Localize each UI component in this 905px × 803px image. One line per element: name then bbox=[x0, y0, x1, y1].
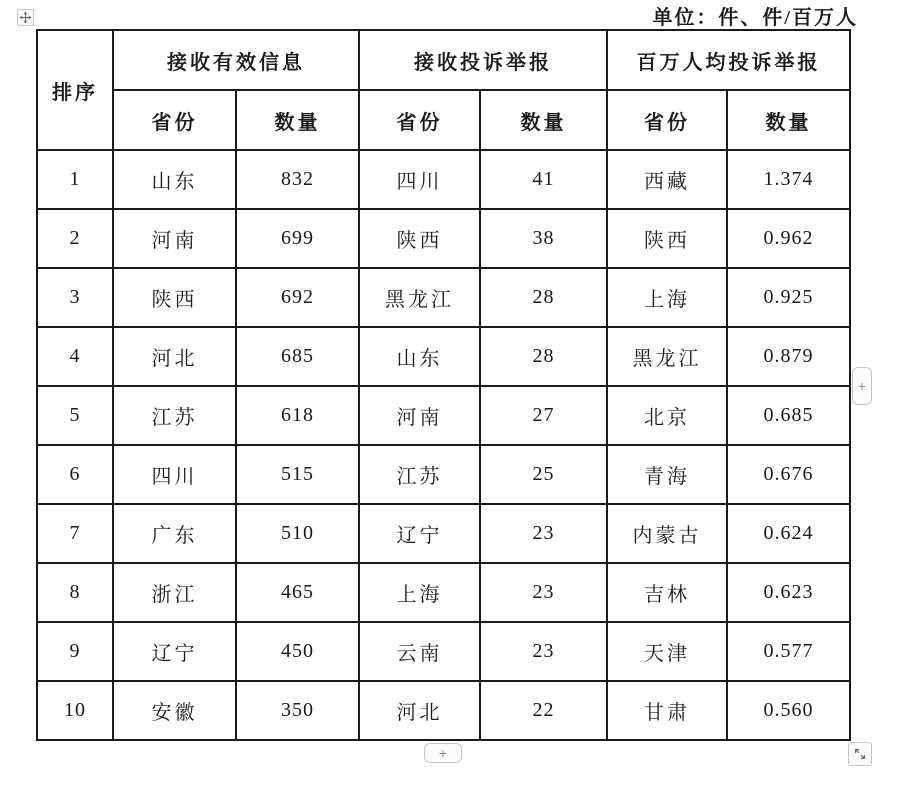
province-cell: 陕西 bbox=[359, 209, 480, 268]
rank-header-cell: 排序 bbox=[37, 30, 113, 150]
province-cell: 河南 bbox=[113, 209, 236, 268]
province-cell: 江苏 bbox=[359, 445, 480, 504]
count-cell: 0.685 bbox=[727, 386, 850, 445]
province-cell: 四川 bbox=[359, 150, 480, 209]
table-row bbox=[37, 504, 850, 563]
table-resize-handle[interactable] bbox=[848, 742, 872, 766]
plus-icon: + bbox=[438, 745, 448, 761]
province-cell: 黑龙江 bbox=[607, 327, 727, 386]
province-cell: 浙江 bbox=[113, 563, 236, 622]
count-cell: 510 bbox=[236, 504, 359, 563]
count-cell: 692 bbox=[236, 268, 359, 327]
rank-cell: 5 bbox=[37, 386, 113, 445]
count-header-cell: 数量 bbox=[480, 90, 607, 150]
province-cell: 上海 bbox=[359, 563, 480, 622]
sub-header-row bbox=[37, 90, 850, 150]
count-cell: 515 bbox=[236, 445, 359, 504]
province-cell: 黑龙江 bbox=[359, 268, 480, 327]
province-header-cell: 省份 bbox=[607, 90, 727, 150]
province-cell: 河南 bbox=[359, 386, 480, 445]
count-cell: 0.624 bbox=[727, 504, 850, 563]
table-row bbox=[37, 268, 850, 327]
province-cell: 北京 bbox=[607, 386, 727, 445]
count-cell: 27 bbox=[480, 386, 607, 445]
count-cell: 699 bbox=[236, 209, 359, 268]
rank-cell: 10 bbox=[37, 681, 113, 740]
rank-cell: 8 bbox=[37, 563, 113, 622]
count-cell: 0.560 bbox=[727, 681, 850, 740]
count-cell: 685 bbox=[236, 327, 359, 386]
count-cell: 28 bbox=[480, 327, 607, 386]
province-cell: 内蒙古 bbox=[607, 504, 727, 563]
count-cell: 618 bbox=[236, 386, 359, 445]
count-cell: 23 bbox=[480, 504, 607, 563]
province-cell: 山东 bbox=[113, 150, 236, 209]
ranking-table bbox=[36, 29, 851, 741]
province-cell: 四川 bbox=[113, 445, 236, 504]
province-cell: 江苏 bbox=[113, 386, 236, 445]
group-header-row bbox=[37, 30, 850, 90]
unit-label: 单位：件、件/百万人 bbox=[652, 7, 858, 29]
province-cell: 青海 bbox=[607, 445, 727, 504]
move-cross-icon bbox=[19, 11, 32, 24]
province-cell: 安徽 bbox=[113, 681, 236, 740]
count-cell: 23 bbox=[480, 622, 607, 681]
table-row bbox=[37, 681, 850, 740]
rank-cell: 2 bbox=[37, 209, 113, 268]
province-cell: 辽宁 bbox=[359, 504, 480, 563]
insert-column-button[interactable] bbox=[852, 367, 872, 405]
diagonal-resize-icon bbox=[853, 747, 867, 761]
rank-cell: 9 bbox=[37, 622, 113, 681]
count-cell: 1.374 bbox=[727, 150, 850, 209]
rank-cell: 7 bbox=[37, 504, 113, 563]
rank-cell: 6 bbox=[37, 445, 113, 504]
table-row bbox=[37, 327, 850, 386]
count-cell: 41 bbox=[480, 150, 607, 209]
rank-cell: 4 bbox=[37, 327, 113, 386]
table-row bbox=[37, 445, 850, 504]
count-header-cell: 数量 bbox=[236, 90, 359, 150]
province-cell: 山东 bbox=[359, 327, 480, 386]
insert-row-button[interactable] bbox=[424, 743, 462, 763]
table-row bbox=[37, 563, 850, 622]
province-cell: 陕西 bbox=[113, 268, 236, 327]
count-cell: 23 bbox=[480, 563, 607, 622]
count-cell: 0.577 bbox=[727, 622, 850, 681]
count-cell: 38 bbox=[480, 209, 607, 268]
province-header-cell: 省份 bbox=[113, 90, 236, 150]
table-row bbox=[37, 386, 850, 445]
province-cell: 河北 bbox=[359, 681, 480, 740]
plus-icon: + bbox=[857, 378, 867, 394]
count-cell: 0.925 bbox=[727, 268, 850, 327]
group-header-per-million: 百万人均投诉举报 bbox=[607, 30, 850, 90]
table-row bbox=[37, 622, 850, 681]
group-header-complaints: 接收投诉举报 bbox=[359, 30, 607, 90]
province-cell: 上海 bbox=[607, 268, 727, 327]
province-cell: 天津 bbox=[607, 622, 727, 681]
province-cell: 甘肃 bbox=[607, 681, 727, 740]
province-cell: 吉林 bbox=[607, 563, 727, 622]
rank-cell: 1 bbox=[37, 150, 113, 209]
count-cell: 350 bbox=[236, 681, 359, 740]
province-cell: 广东 bbox=[113, 504, 236, 563]
count-cell: 465 bbox=[236, 563, 359, 622]
count-cell: 0.676 bbox=[727, 445, 850, 504]
province-cell: 云南 bbox=[359, 622, 480, 681]
province-cell: 陕西 bbox=[607, 209, 727, 268]
count-cell: 0.962 bbox=[727, 209, 850, 268]
province-cell: 辽宁 bbox=[113, 622, 236, 681]
count-cell: 25 bbox=[480, 445, 607, 504]
table-move-handle[interactable] bbox=[17, 9, 34, 26]
table-row bbox=[37, 209, 850, 268]
rank-cell: 3 bbox=[37, 268, 113, 327]
province-header-cell: 省份 bbox=[359, 90, 480, 150]
count-cell: 0.879 bbox=[727, 327, 850, 386]
count-cell: 0.623 bbox=[727, 563, 850, 622]
table-row bbox=[37, 150, 850, 209]
group-header-valid-info: 接收有效信息 bbox=[113, 30, 359, 90]
count-cell: 832 bbox=[236, 150, 359, 209]
count-cell: 450 bbox=[236, 622, 359, 681]
count-header-cell: 数量 bbox=[727, 90, 850, 150]
province-cell: 西藏 bbox=[607, 150, 727, 209]
province-cell: 河北 bbox=[113, 327, 236, 386]
count-cell: 22 bbox=[480, 681, 607, 740]
count-cell: 28 bbox=[480, 268, 607, 327]
